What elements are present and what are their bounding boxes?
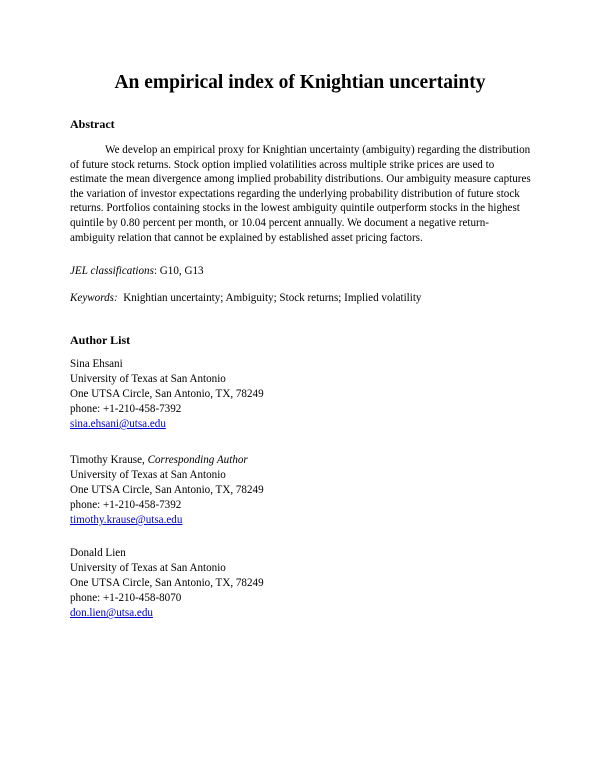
jel-classifications xyxy=(70,265,204,277)
jel-value: : G10, G13 xyxy=(153,265,204,277)
author-role: Corresponding Author xyxy=(147,454,248,466)
author-block xyxy=(70,357,264,432)
keywords xyxy=(70,292,421,304)
author-address: One UTSA Circle, San Antonio, TX, 78249 xyxy=(70,484,264,496)
author-email-link[interactable]: sina.ehsani@utsa.edu xyxy=(70,418,166,430)
author-block xyxy=(70,546,264,621)
author-address: One UTSA Circle, San Antonio, TX, 78249 xyxy=(70,388,264,400)
author-name: Timothy Krause, xyxy=(70,454,148,466)
author-email-link[interactable]: timothy.krause@utsa.edu xyxy=(70,514,183,526)
author-affiliation: University of Texas at San Antonio xyxy=(70,469,226,481)
keywords-value: Knightian uncertainty; Ambiguity; Stock returns; Implied volatility xyxy=(117,292,422,304)
jel-label: JEL classifications xyxy=(70,265,154,277)
author-block xyxy=(70,453,264,528)
author-name: Sina Ehsani xyxy=(70,358,123,370)
author-name: Donald Lien xyxy=(70,547,126,559)
abstract-heading: Abstract xyxy=(70,117,115,131)
author-address: One UTSA Circle, San Antonio, TX, 78249 xyxy=(70,577,264,589)
author-email-link[interactable]: don.lien@utsa.edu xyxy=(70,607,153,619)
author-phone: phone: +1-210-458-7392 xyxy=(70,403,182,415)
author-affiliation: University of Texas at San Antonio xyxy=(70,562,226,574)
author-list-heading: Author List xyxy=(70,333,131,347)
keywords-label: Keywords: xyxy=(70,292,118,304)
paper-title: An empirical index of Knightian uncertainty xyxy=(114,72,486,93)
author-phone: phone: +1-210-458-7392 xyxy=(70,499,182,511)
abstract-text: We develop an empirical proxy for Knightian uncertainty (ambiguity) regarding the distribution of future stock returns. Stock option implied volatilities across multiple strike prices are used to estimate the mean divergence among implied probability distributions. Our ambiguity measure captures the variation of investor expectations regarding the underlying probability distribution of future stock returns. Portfolios containing stocks in the lowest ambiguity quintile outperform stocks in the highest quintile by 0.80 percent per month, or 10.04 percent annually. We document a negative return-ambiguity relation that cannot be explained by established asset pricing factors. xyxy=(70,144,531,244)
author-phone: phone: +1-210-458-8070 xyxy=(70,592,182,604)
author-affiliation: University of Texas at San Antonio xyxy=(70,373,226,385)
